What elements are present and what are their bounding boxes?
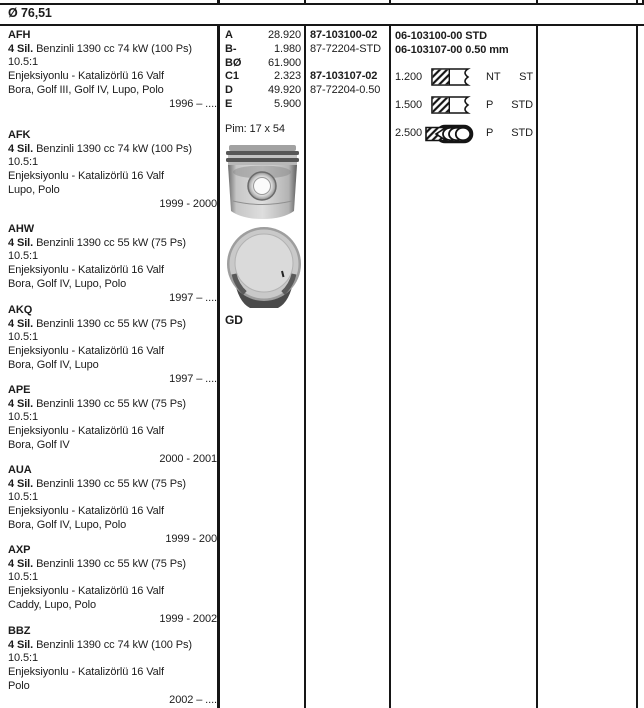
ring-row <box>395 96 533 116</box>
engine-cylinders: 4 Sil. <box>8 236 34 249</box>
engine-spec: 4 Sil. Benzinli 1390 cc 74 kW (100 Ps) <box>8 42 192 55</box>
dimension-row <box>225 84 301 98</box>
piston-part-number-alt: 87-72204-0.50 <box>310 83 381 96</box>
ring-size-class: ST <box>519 71 533 83</box>
engine-models: Bora, Golf IV, Lupo, Polo <box>8 277 127 290</box>
engine-models: Bora, Golf IV <box>8 438 70 451</box>
engine-block <box>8 223 217 305</box>
table-divider <box>536 26 538 708</box>
engine-code: BBZ <box>8 625 31 637</box>
dimension-row <box>225 43 301 57</box>
engine-spec: 4 Sil. Benzinli 1390 cc 74 kW (100 Ps) <box>8 142 192 155</box>
engine-block <box>8 129 217 211</box>
ring-height: 1.500 <box>395 99 423 111</box>
engine-injection: Enjeksiyonlu - Katalizörlü 16 Valf <box>8 70 164 83</box>
dimension-label: E <box>225 97 233 110</box>
piston-part-number-alt: 87-72204-STD <box>310 42 381 55</box>
table-divider <box>389 26 391 708</box>
piston-top-view-image <box>226 226 302 310</box>
dimension-value: 49.920 <box>267 84 301 97</box>
pin-size-label: Pim: 17 x 54 <box>225 123 285 135</box>
engine-code: AHW <box>8 223 34 235</box>
ring-height: 1.200 <box>395 71 423 83</box>
dimension-label: D <box>225 84 233 97</box>
engine-cylinders: 4 Sil. <box>8 397 34 410</box>
engine-injection: Enjeksiyonlu - Katalizörlü 16 Valf <box>8 425 164 438</box>
engine-compression-ratio: 10.5:1 <box>8 56 38 69</box>
engine-spec: 4 Sil. Benzinli 1390 cc 55 kW (75 Ps) 10.5:1 <box>8 477 186 504</box>
engine-code: AFH <box>8 29 31 41</box>
ring-type: P <box>486 127 494 139</box>
dimension-row <box>225 57 301 71</box>
dimension-value: 61.900 <box>267 56 301 69</box>
dimension-label: BØ <box>225 56 242 69</box>
engine-block <box>8 304 217 386</box>
engine-years: 1996 – .... <box>169 97 217 110</box>
engine-years: 1997 – .... <box>169 291 217 304</box>
engine-models: Caddy, Lupo, Polo <box>8 598 96 611</box>
engine-models: Lupo, Polo <box>8 183 60 196</box>
ring-set-part-numbers <box>395 29 535 57</box>
piston-side-view-image <box>224 145 301 221</box>
engine-years: 2002 – .... <box>169 693 217 706</box>
dimension-label: B- <box>225 42 237 55</box>
engine-compression-ratio: 10.5:1 <box>8 156 38 169</box>
dimension-label: C1 <box>225 70 239 83</box>
engine-models: Bora, Golf IV, Lupo, Polo <box>8 518 127 531</box>
piston-part-number: 87-103100-02 <box>310 29 378 41</box>
engine-code: AFK <box>8 129 31 141</box>
engine-years: 1997 – .... <box>169 372 217 385</box>
gd-note: GD <box>225 313 243 327</box>
ring-type: P <box>486 99 494 111</box>
engine-cylinders: 4 Sil. <box>8 42 34 55</box>
engine-cylinders: 4 Sil. <box>8 477 34 490</box>
engine-cylinders: 4 Sil. <box>8 142 34 155</box>
ring-set-part-number: 06-103100-00 STD <box>395 30 487 42</box>
piston-part-number: 87-103107-02 <box>310 70 378 82</box>
engine-injection: Enjeksiyonlu - Katalizörlü 16 Valf <box>8 666 164 679</box>
ring-size-class: STD <box>511 99 533 111</box>
engine-injection: Enjeksiyonlu - Katalizörlü 16 Valf <box>8 170 164 183</box>
engine-spec: 4 Sil. Benzinli 1390 cc 55 kW (75 Ps) 10.5:1 <box>8 557 186 584</box>
engine-block <box>8 464 217 546</box>
engine-spec: 4 Sil. Benzinli 1390 cc 55 kW (75 Ps) 10.5:1 <box>8 236 186 263</box>
compression-ring-icon <box>431 68 473 86</box>
engine-block <box>8 29 217 111</box>
bore-diameter-header: Ø 76,51 <box>8 6 52 20</box>
engine-injection: Enjeksiyonlu - Katalizörlü 16 Valf <box>8 264 164 277</box>
engine-cylinders: 4 Sil. <box>8 557 34 570</box>
engine-block <box>8 384 217 466</box>
engine-code: AXP <box>8 544 31 556</box>
ring-height: 2.500 <box>395 127 423 139</box>
engine-code: AUA <box>8 464 32 476</box>
dimension-value: 1.980 <box>273 42 301 55</box>
engine-cylinders: 4 Sil. <box>8 317 34 330</box>
ring-set-part-number: 06-103107-00 0.50 mm <box>395 44 509 56</box>
engine-models: Bora, Golf IV, Lupo <box>8 358 99 371</box>
engine-cylinders: 4 Sil. <box>8 638 34 651</box>
engine-years: 1999 - 2002 <box>159 612 217 625</box>
engine-compression-ratio: 10.5:1 <box>8 652 38 665</box>
ring-row <box>395 124 533 144</box>
dimension-value: 2.323 <box>273 70 301 83</box>
engine-block <box>8 544 217 626</box>
oil-ring-icon <box>424 124 474 144</box>
dimension-label: A <box>225 29 233 41</box>
ring-type: NT <box>486 71 501 83</box>
ring-row <box>395 68 533 88</box>
engine-spec: 4 Sil. Benzinli 1390 cc 55 kW (75 Ps) 10.5:1 <box>8 397 186 424</box>
engine-spec: 4 Sil. Benzinli 1390 cc 55 kW (75 Ps) 10.5:1 <box>8 317 186 344</box>
table-divider <box>217 26 220 708</box>
engine-years: 1999 - 2000 <box>159 197 217 210</box>
engine-models: Polo <box>8 679 30 692</box>
piston-part-number-group <box>310 70 388 98</box>
engine-spec: 4 Sil. Benzinli 1390 cc 74 kW (100 Ps) <box>8 638 192 651</box>
piston-part-number-group <box>310 29 388 57</box>
engine-injection: Enjeksiyonlu - Katalizörlü 16 Valf <box>8 585 164 598</box>
dimension-value: 5.900 <box>273 97 301 110</box>
dimensions-table <box>225 29 301 112</box>
engine-models: Bora, Golf III, Golf IV, Lupo, Polo <box>8 83 164 96</box>
engine-years: 2000 - 2001 <box>159 452 217 465</box>
section-divider-line <box>0 3 644 5</box>
compression-ring-icon <box>431 96 473 114</box>
dimension-row <box>225 29 301 43</box>
table-divider <box>636 26 638 708</box>
engine-block <box>8 625 217 707</box>
table-divider <box>304 26 306 708</box>
ring-size-class: STD <box>511 127 533 139</box>
engine-code: APE <box>8 384 31 396</box>
engine-injection: Enjeksiyonlu - Katalizörlü 16 Valf <box>8 505 164 518</box>
table-top-border <box>0 24 644 26</box>
dimension-row <box>225 70 301 84</box>
dimension-value: 28.920 <box>267 29 301 41</box>
engine-code: AKQ <box>8 304 33 316</box>
engine-injection: Enjeksiyonlu - Katalizörlü 16 Valf <box>8 345 164 358</box>
engine-years: 1999 - 200 <box>165 532 217 545</box>
dimension-row <box>225 98 301 112</box>
